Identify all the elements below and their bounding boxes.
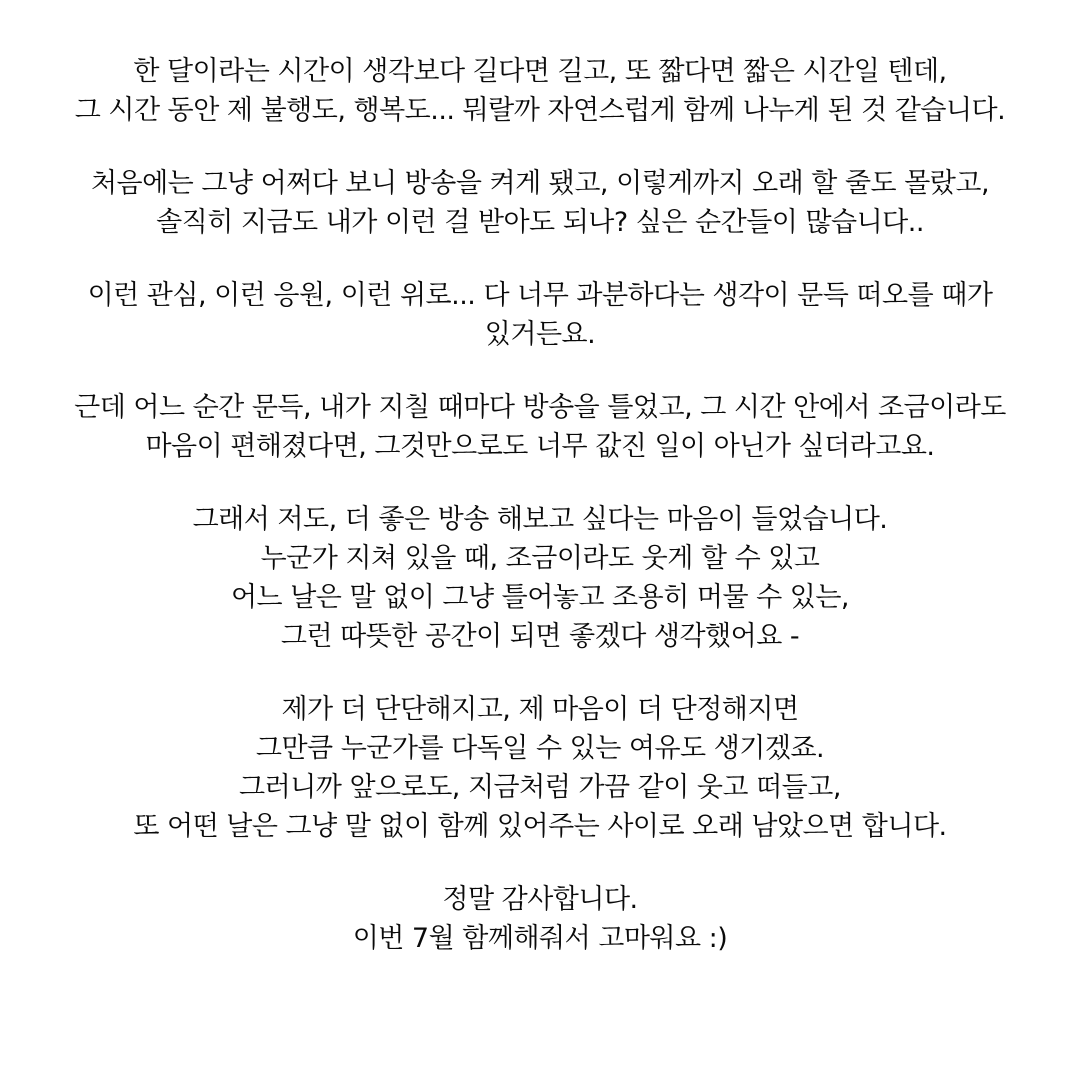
- text-line: 근데 어느 순간 문득, 내가 지칠 때마다 방송을 틀었고, 그 시간 안에서 조금이라도: [74, 392, 1006, 423]
- letter-body: [0, 52, 1080, 958]
- text-line: 그만큼 누군가를 다독일 수 있는 여유도 생기겠죠.: [255, 733, 825, 764]
- text-line: 이런 관심, 이런 응원, 이런 위로... 다 너무 과분하다는 생각이 문득 떠오를 때가: [87, 280, 993, 311]
- text-line: 정말 감사합니다.: [442, 884, 638, 915]
- text-line: 마음이 편해졌다면, 그것만으로도 너무 값진 일이 아닌가 싶더라고요.: [145, 431, 935, 462]
- text-line: 그 시간 동안 제 불행도, 행복도... 뭐랄까 자연스럽게 함께 나누게 된 것 같습니다.: [74, 95, 1006, 126]
- text-line: 누군가 지쳐 있을 때, 조금이라도 웃게 할 수 있고: [260, 543, 820, 574]
- text-line: 또 어떤 날은 그냥 말 없이 함께 있어주는 사이로 오래 남았으면 합니다.: [133, 811, 947, 842]
- paragraph-1: [0, 52, 1080, 130]
- text-line: 처음에는 그냥 어쩌다 보니 방송을 켜게 됐고, 이렇게까지 오래 할 줄도 몰랐고,: [90, 168, 990, 199]
- text-line: 있거든요.: [484, 319, 596, 350]
- paragraph-3: [0, 276, 1080, 354]
- text-line: 솔직히 지금도 내가 이런 걸 받아도 되나? 싶은 순간들이 많습니다..: [156, 207, 924, 238]
- closing-paragraph: [0, 880, 1080, 958]
- text-line: 제가 더 단단해지고, 제 마음이 더 단정해지면: [281, 694, 799, 725]
- paragraph-5: [0, 500, 1080, 656]
- text-line: 어느 날은 말 없이 그냥 틀어놓고 조용히 머물 수 있는,: [230, 582, 850, 613]
- paragraph-6: [0, 690, 1080, 846]
- paragraph-4: [0, 388, 1080, 466]
- text-line: 그런 따뜻한 공간이 되면 좋겠다 생각했어요 -: [280, 621, 800, 652]
- text-line: 그래서 저도, 더 좋은 방송 해보고 싶다는 마음이 들었습니다.: [192, 504, 888, 535]
- text-line: 그러니까 앞으로도, 지금처럼 가끔 같이 웃고 떠들고,: [239, 772, 841, 803]
- text-line: 이번 7월 함께해줘서 고마워요 :): [352, 923, 728, 954]
- paragraph-2: [0, 164, 1080, 242]
- text-line: 한 달이라는 시간이 생각보다 길다면 길고, 또 짧다면 짧은 시간일 텐데,: [133, 56, 947, 87]
